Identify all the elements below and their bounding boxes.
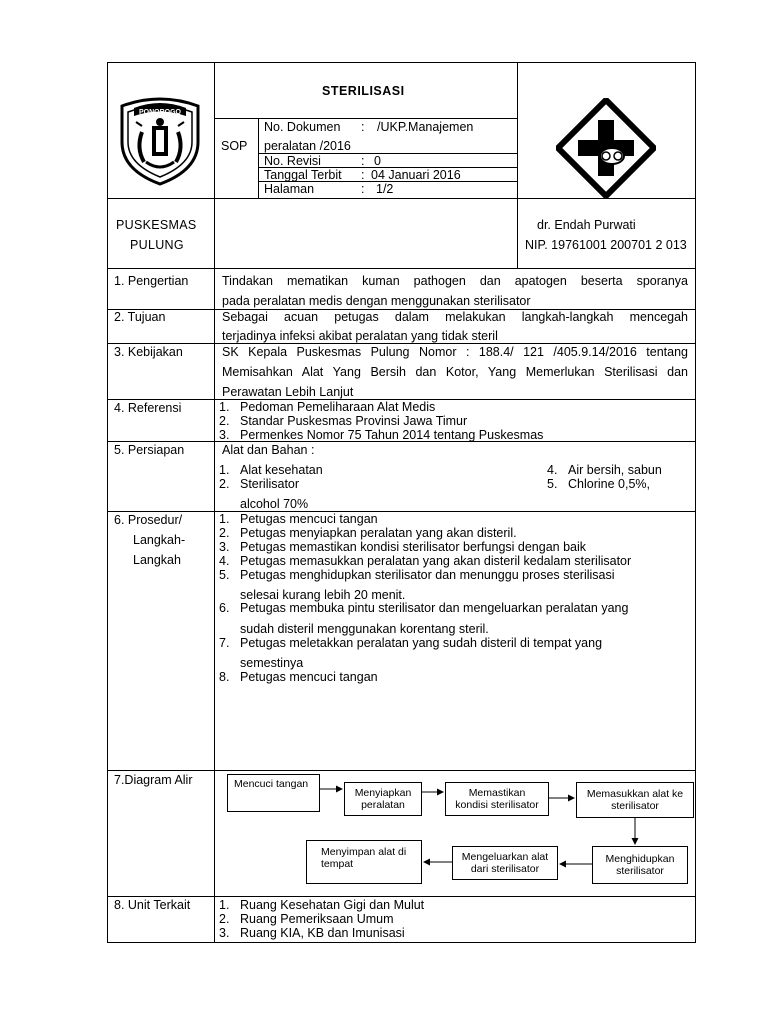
revision-colon: : <box>361 154 365 168</box>
flow-box-menyiapkan-peralatan <box>344 782 422 816</box>
prosedur-num: 2. <box>219 526 230 540</box>
doc-number-colon: : <box>361 120 365 134</box>
kebijakan-line: Memisahkan Alat Yang Bersih dan Kotor, Yang Memerlukan Sterilisasi dan <box>222 365 688 379</box>
signer-name: dr. Endah Purwati <box>537 218 636 232</box>
flow-box-label: sterilisator <box>616 865 664 877</box>
prosedur-step: Petugas menyiapkan peralatan yang akan disteril. <box>240 526 517 540</box>
doc-number-label: No. Dokumen <box>264 120 341 134</box>
tujuan-line: terjadinya infeksi akibat peralatan yang tidak steril <box>222 329 498 343</box>
prosedur-num: 8. <box>219 670 230 684</box>
persiapan-num: 5. <box>547 477 558 491</box>
section-label-persiapan: 5. Persiapan <box>114 443 185 457</box>
flow-box-label: peralatan <box>361 799 405 811</box>
issued-value: 04 Januari 2016 <box>371 168 461 182</box>
persiapan-num: 1. <box>219 463 230 477</box>
section-label-prosedur: Langkah <box>133 553 181 567</box>
persiapan-intro: Alat dan Bahan : <box>222 443 315 457</box>
section-label-diagram: 7.Diagram Alir <box>114 773 193 787</box>
section-label-unit: 8. Unit Terkait <box>114 898 191 912</box>
issued-label: Tanggal Terbit <box>264 168 342 182</box>
logo-label: PONOROGO <box>138 109 182 116</box>
flow-box-label: Mencuci tangan <box>234 778 309 790</box>
flow-box-label: kondisi sterilisator <box>455 799 539 811</box>
page-value: 1/2 <box>376 182 394 196</box>
prosedur-num: 3. <box>219 540 230 554</box>
prosedur-num: 5. <box>219 568 230 582</box>
unit-num: 1. <box>219 898 230 912</box>
section-label-pengertian: 1. Pengertian <box>114 274 189 288</box>
prosedur-step-cont: selesai kurang lebih 20 menit. <box>240 588 406 602</box>
revision-label: No. Revisi <box>264 154 321 168</box>
flow-box-label: Mengeluarkan alat <box>461 851 549 863</box>
referensi-item: Standar Puskesmas Provinsi Jawa Timur <box>240 414 468 428</box>
revision-value: 0 <box>374 154 381 168</box>
persiapan-num: 2. <box>219 477 230 491</box>
prosedur-step-cont: semestinya <box>240 656 304 670</box>
prosedur-num: 1. <box>219 512 230 526</box>
prosedur-num: 7. <box>219 636 230 650</box>
tujuan-line: Sebagai acuan petugas dalam melakukan langkah-langkah mencegah <box>222 310 688 324</box>
doc-number-value: /UKP.Manajemen <box>377 120 474 134</box>
prosedur-step: Petugas memastikan kondisi sterilisator berfungsi dengan baik <box>240 540 587 554</box>
kebijakan-line: SK Kepala Puskesmas Pulung Nomor : 188.4/ 121 /405.9.14/2016 tentang <box>222 345 688 359</box>
unit-item: Ruang Kesehatan Gigi dan Mulut <box>240 898 425 912</box>
referensi-num: 3. <box>219 428 230 442</box>
doc-number-value-cont: peralatan /2016 <box>264 139 351 153</box>
org-name-line2: PULUNG <box>130 238 184 252</box>
persiapan-item: Alat kesehatan <box>240 463 323 477</box>
prosedur-step: Petugas menghidupkan sterilisator dan menunggu proses sterilisasi <box>240 568 615 582</box>
referensi-num: 1. <box>219 400 230 414</box>
flow-box-label: Memastikan <box>468 787 526 799</box>
flow-box-memastikan-kondisi <box>445 782 549 816</box>
prosedur-step: Petugas memasukkan peralatan yang akan disteril kedalam sterilisator <box>240 554 632 568</box>
flow-box-label: Menyiapkan <box>354 787 412 799</box>
unit-item: Ruang KIA, KB dan Imunisasi <box>240 926 405 940</box>
sop-label: SOP <box>221 139 248 153</box>
flow-box-label: Menghidupkan <box>605 853 675 865</box>
unit-num: 2. <box>219 912 230 926</box>
section-label-referensi: 4. Referensi <box>114 401 182 415</box>
flow-box-memasukkan-alat <box>576 782 694 818</box>
prosedur-step: Petugas mencuci tangan <box>240 670 378 684</box>
flow-box-mengeluarkan-alat <box>452 846 558 880</box>
unit-num: 3. <box>219 926 230 940</box>
section-label-prosedur: 6. Prosedur/ <box>114 513 183 527</box>
flow-box-label: Memasukkan alat ke <box>586 788 684 800</box>
issued-colon: : <box>361 168 365 182</box>
prosedur-num: 6. <box>219 601 230 615</box>
prosedur-step: Petugas meletakkan peralatan yang sudah disteril di tempat yang <box>240 636 603 650</box>
page-label: Halaman <box>264 182 315 196</box>
section-label-prosedur: Langkah- <box>133 533 186 547</box>
org-name-line1: PUSKESMAS <box>116 218 197 232</box>
page-colon: : <box>361 182 365 196</box>
referensi-item: Pedoman Pemeliharaan Alat Medis <box>240 400 436 414</box>
flow-box-menyimpan-alat <box>306 840 422 884</box>
prosedur-step: Petugas mencuci tangan <box>240 512 378 526</box>
prosedur-num: 4. <box>219 554 230 568</box>
page-title: STERILISASI <box>322 84 405 98</box>
flow-box-mencuci-tangan <box>227 774 320 812</box>
pengertian-line: Tindakan mematikan kuman pathogen dan apatogen beserta sporanya <box>222 274 688 288</box>
section-label-kebijakan: 3. Kebijakan <box>114 345 183 359</box>
flow-box-label: tempat <box>321 858 354 870</box>
prosedur-step-cont: sudah disteril menggunakan korentang steril. <box>240 622 489 636</box>
kebijakan-line: Perawatan Lebih Lanjut <box>222 385 354 399</box>
referensi-num: 2. <box>219 414 230 428</box>
persiapan-item: Air bersih, sabun <box>568 463 662 477</box>
referensi-item: Permenkes Nomor 75 Tahun 2014 tentang Puskesmas <box>240 428 544 442</box>
unit-item: Ruang Pemeriksaan Umum <box>240 912 394 926</box>
flow-box-menghidupkan-sterilisator <box>592 846 688 884</box>
persiapan-item: Sterilisator <box>240 477 300 491</box>
persiapan-item: Chlorine 0,5%, <box>568 477 650 491</box>
persiapan-item-cont: alcohol 70% <box>240 497 309 511</box>
section-label-tujuan: 2. Tujuan <box>114 310 166 324</box>
prosedur-step: Petugas membuka pintu sterilisator dan mengeluarkan peralatan yang <box>240 601 629 615</box>
signer-nip: NIP. 19761001 200701 2 013 <box>525 238 687 252</box>
pengertian-line: pada peralatan medis dengan menggunakan sterilisator <box>222 294 531 308</box>
flow-box-label: Menyimpan alat di <box>321 846 407 858</box>
flow-box-label: dari sterilisator <box>470 863 540 875</box>
persiapan-num: 4. <box>547 463 558 477</box>
flow-box-label: sterilisator <box>611 800 659 812</box>
